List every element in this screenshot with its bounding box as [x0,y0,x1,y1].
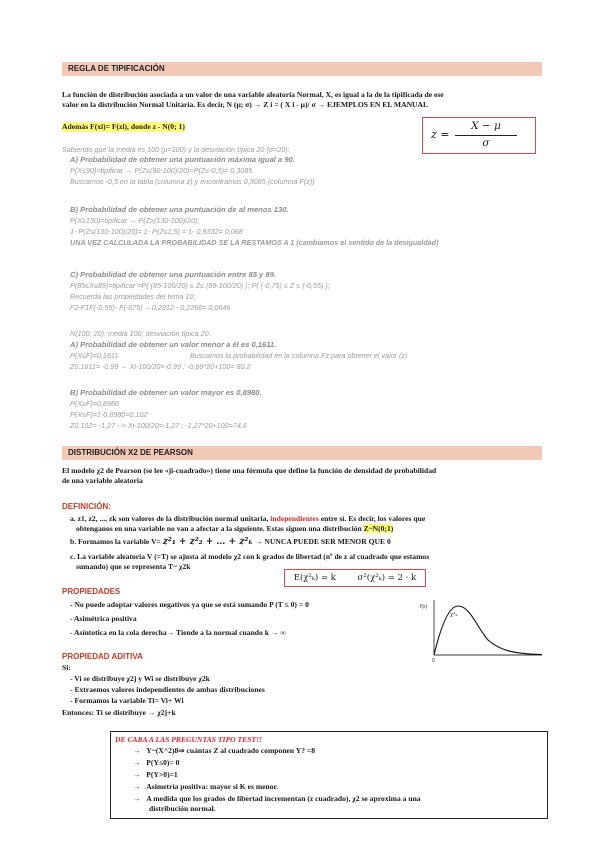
list-item: → P(Y≤0)= 0 [133,758,180,767]
sum-of-squares-formula: z²₁ + z²₂ + … + z²ₖ [162,537,253,547]
example-d-title: A) Probabilidad de obtener un valor menor a él es 0,1611. [70,340,277,349]
graph-curve-label: χ²ₖ [450,612,458,618]
example-d-line2: Z0.1611= -0,99 → Xi-100/20=-0,99 ; -0,99*20+100= 80,2 [70,362,251,371]
list-item: - Vi se distribuye χ2j y Wi se distribuye χ2k [70,674,210,683]
list-item: - Asimétrica positiva [70,614,137,623]
example-c-line1: P(85≤X≤89)=tipificar =P( (85-100/20) ≤ Z≤ (89-100/20) ); P( (-0,75) ≤ Z ≤ (-0,55) ); [70,281,330,290]
tipification-formula-box [422,117,536,154]
tips-title: DE CARA A LAS PREGUNTAS TIPO TEST!! [115,735,262,744]
example-e-title: B) Probabilidad de obtener un valor mayor es 0,8980. [70,388,262,397]
pearson-intro-2: de una variable aleatoria [62,476,143,485]
section-title: REGLA DE TIPIFICACIÓN [68,64,165,73]
list-item-continuation: distribución normal. [149,804,216,813]
aditiva-title: PROPIEDAD ADITIVA [62,652,143,661]
example-a-line1: P(X≤90)=tipificar → P(Z≤(90-100)/20)=P(Z≤-0,5)= 0,3085 [70,166,253,175]
example-a-title: A) Probabilidad de obtener una puntuación máxima igual a 90. [70,155,295,164]
aditiva-list [70,674,265,707]
formula-lhs: z = [431,128,450,141]
pearson-intro-1: El modelo χ2 de Pearson (se lee «ji-cuadrado») tiene una fórmula que define la función de densidad de probabilidad [62,466,437,475]
section-title: DISTRIBUCIÓN X2 DE PEARSON [68,448,193,457]
expectation-variance-box: E(χ²ₖ) = k σ²(χ²ₖ) = 2 · k [284,569,426,587]
definition-c-line2: sumando) que se representa T~ χ2k [76,562,191,571]
definition-a-line2: obtenganos en una variable no van a afectar a la siguiente. Estas siguen una distribución Z~N(0;1) [76,524,394,533]
formula-denominator: σ [482,137,490,149]
graph-ylabel: f(x) [420,604,428,610]
fraction-bar [455,135,517,136]
example-d-line1b: Buscamos la probabilidad en la columna Fz para obtener el valor (z) [190,351,408,360]
example-c-line3: F2-F1F(-0,55)- F(-075) →0,2912 - 0,2266= 0,0646 [70,303,231,312]
section-header-pearson [62,446,542,460]
test-tips-box [110,731,548,819]
definition-c-line1: c. La variable aleatoria V (=T) se ajusta al modelo χ2 con k grados de libertad (nº de z al cuadrado que estamos [70,552,430,561]
example-e-line3: Z0.102= -1,27 --> Xi-100/20=-1,27 ; -1,27*20+100=74,6 [70,421,247,430]
distribution-highlight: Z~N(0;1) [363,524,394,533]
ademas-line: Además F(xi)= F(zi), donde z - N(0; 1) [62,122,185,131]
list-item: - No puede adoptar valores negativos ya que se está sumando P (T ≤ 0) = 0 [70,600,309,609]
list-item: → Asimetría positiva: mayor si K es menor. [133,782,279,791]
graph-origin-label: 0 [432,658,435,662]
definition-a-line1: a. z1, z2, ..., zk son valores de la distribución normal unitaria, independientes entre sí. Es decir, los valores que [70,514,426,523]
example-c-line2: Recuerda las propiedades del tema 10; [70,292,196,301]
properties-list [70,600,309,642]
si-label: Si: [62,663,71,672]
intro-line-2: valor en la distribución Normal Unitaria. Es decir, N (μ; σ) → Z i = ( X i - μ)/ σ → EJEMPLOS EN EL MANUAL [62,100,429,109]
example-e-line2: P(X≤F)=1-0,8980=0,102 [70,410,148,419]
example-b-line1: P(X≥130)=tipificar → P(Z≥(130-100)/20); [70,216,200,225]
example-b-title: B) Probabilidad de obtener una puntuación de al menos 130. [70,205,289,214]
example-b-line2: 1- P(Z≤(130-100)/20)= 1- P(Z≤1,5) = 1- 0,9332= 0,068 [70,227,243,236]
example-intro: Sabiendo que la media es 100 (μ=100) y la desviación típica 20 (σ=20): [62,145,290,154]
propiedades-title: PROPIEDADES [62,587,121,596]
example-b-line3: UNA VEZ CALCULADA LA PROBABILIDAD SE LA RESTAMOS A 1 (cambiamos el sentido de la desigualdad) [70,238,439,247]
list-item: → Y~(X^2)8⇒ cuántas Z al cuadrado componen Y? =8 [133,746,316,755]
list-item: - Asíntotica en la cola derecha→ Tiende a la normal cuando k → ∞ [70,628,286,637]
independientes-emphasis: independientes [270,514,319,523]
entonces-line: Entonces: Ti se distribuye → χ2j+k [62,708,176,717]
definition-b: b. Formamos la variable V= z²₁ + z²₂ + … + z²ₖ → NUNCA PUEDE SER MENOR QUE 0 [70,537,391,547]
list-item: → A medida que los grados de libertad incrementan (z cuadrado), χ2 se aproxima a una [133,794,421,803]
example-a-line2: Buscamos -0,5 en la tabla (columna z) y encontramos 0,3085 (columna F(z)) [70,177,315,186]
definicion-title: DEFINICIÓN: [62,502,111,511]
tips-list [133,746,421,814]
section-header-tipificacion [62,62,542,76]
list-item: - Formamos la variable Ti= Vi+ Wi [70,696,184,705]
example-d-line1a: P(X≤F)=0,1611 [70,351,119,360]
example-c-title: C) Probabilidad de obtener una puntuación entre 85 y 89. [70,270,276,279]
example-e-line1: P(X≥F)=0,8980 [70,399,119,408]
chi-square-density-graph [418,596,544,662]
list-item: → P(Y>0)=1 [133,770,178,779]
example-n-title: N(100; 20): media 100, desviación típica 20. [70,329,211,338]
formula-numerator: X − μ [471,120,501,132]
intro-line-1: La función de distribución asociada a un valor de una variable aleatoria Normal, X, es igual a la de la tipificada de ese [62,90,444,99]
list-item: - Extraemos valores independientes de ambas distribuciones [70,685,265,694]
